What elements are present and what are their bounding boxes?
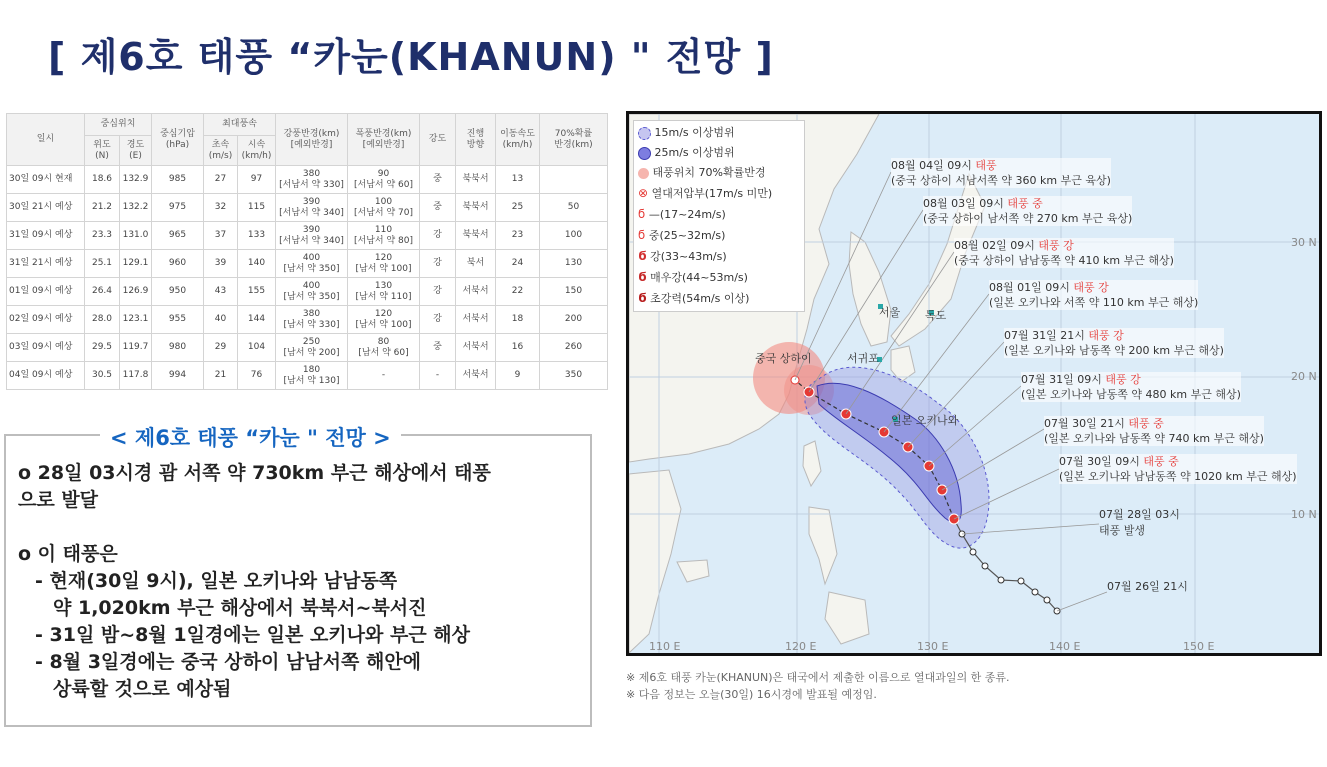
- footnote-2: ※ 다음 정보는 오늘(30일) 16시경에 발표될 예정임.: [626, 688, 877, 701]
- table-cell-ms: 32: [204, 194, 238, 222]
- th-time: 일시: [7, 114, 85, 166]
- table-cell-lat: 25.1: [85, 250, 120, 278]
- th-kmh: 시속 (km/h): [238, 136, 276, 166]
- table-cell-kmh: 97: [238, 166, 276, 194]
- legend-25ms: 25m/s 이상범위: [638, 143, 800, 163]
- th-storm: 폭풍반경(km) [예외반경]: [348, 114, 420, 166]
- table-cell-dir: 서북서: [456, 278, 496, 306]
- place-shanghai: 중국 상하이: [755, 352, 812, 365]
- philippines-south: [825, 592, 869, 644]
- table-cell-pres: 955: [152, 306, 204, 334]
- lat-20-label: 20 N: [1291, 370, 1317, 383]
- forecast-annotation: [954, 238, 1174, 268]
- hainan: [677, 560, 709, 582]
- table-cell-gale: 380 [서남서 약 330]: [276, 166, 348, 194]
- forecast-date: 07월 30일 21시: [1044, 417, 1125, 430]
- table-cell-gale: 180 [남서 약 130]: [276, 362, 348, 390]
- td-icon: ⊗: [638, 186, 649, 200]
- table-cell-spd: 13: [496, 166, 540, 194]
- table-cell-int: 중: [420, 194, 456, 222]
- legend-superstrong: ϭ 초강력(54m/s 이상): [638, 291, 750, 305]
- th-lat: 위도 (N): [85, 136, 120, 166]
- typhoon-medium-icon: ϭ: [638, 228, 646, 242]
- table-row: [7, 334, 608, 362]
- table-cell-storm: -: [348, 362, 420, 390]
- forecast-annotation: [1044, 416, 1264, 446]
- forecast-date: 08월 04일 09시: [891, 159, 972, 172]
- lat-10-label: 10 N: [1291, 508, 1317, 521]
- table-cell-kmh: 144: [238, 306, 276, 334]
- genesis-date: 07월 28일 03시: [1099, 508, 1180, 521]
- table-row: [7, 194, 608, 222]
- outlook-title: < 제6호 태풍 “카눈 " 전망 >: [100, 422, 401, 452]
- table-cell-kmh: 115: [238, 194, 276, 222]
- table-cell-spd: 24: [496, 250, 540, 278]
- lat-30-label: 30 N: [1291, 236, 1317, 249]
- table-cell-lon: 132.9: [120, 166, 152, 194]
- table-cell-lon: 131.0: [120, 222, 152, 250]
- table-cell-dir: 북서: [456, 250, 496, 278]
- th-speed: 이동속도 (km/h): [496, 114, 540, 166]
- outlook-b3a: - 8월 3일경에는 중국 상하이 남남서쪽 해안에: [35, 651, 422, 673]
- th-pressure: 중심기압 (hPa): [152, 114, 204, 166]
- table-cell-lat: 26.4: [85, 278, 120, 306]
- table-cell-time: 01일 09시 예상: [7, 278, 85, 306]
- forecast-date: 07월 31일 09시: [1021, 373, 1102, 386]
- forecast-desc: (중국 상하이 남남동쪽 약 410 km 부근 해상): [954, 254, 1174, 267]
- table-cell-gale: 380 [남서 약 330]: [276, 306, 348, 334]
- table-cell-time: 30일 21시 예상: [7, 194, 85, 222]
- forecast-grade: 태풍 강: [1038, 239, 1074, 252]
- typhoon-weak-icon: ϭ: [638, 207, 646, 221]
- table-cell-prob: 130: [540, 250, 608, 278]
- forecast-annotation: [891, 158, 1111, 188]
- table-cell-time: 04일 09시 예상: [7, 362, 85, 390]
- table-cell-time: 03일 09시 예상: [7, 334, 85, 362]
- table-cell-kmh: 133: [238, 222, 276, 250]
- forecast-desc: (일본 오키나와 남동쪽 약 480 km 부근 해상): [1021, 388, 1241, 401]
- table-cell-storm: 120 [남서 약 100]: [348, 250, 420, 278]
- table-cell-lon: 117.8: [120, 362, 152, 390]
- table-cell-spd: 22: [496, 278, 540, 306]
- table-cell-gale: 390 [서남서 약 340]: [276, 194, 348, 222]
- forecast-grade: 태풍 강: [1105, 373, 1141, 386]
- outlook-p1a: o 28일 03시경 괌 서쪽 약 730km 부근 해상에서 태풍: [18, 462, 491, 484]
- forecast-grade: 태풍 중: [1007, 197, 1043, 210]
- table-cell-int: 강: [420, 222, 456, 250]
- th-gale: 강풍반경(km) [예외반경]: [276, 114, 348, 166]
- forecast-date: 07월 30일 09시: [1059, 455, 1140, 468]
- table-cell-int: -: [420, 362, 456, 390]
- table-cell-lat: 28.0: [85, 306, 120, 334]
- forecast-desc: (중국 상하이 서남서쪽 약 360 km 부근 육상): [891, 174, 1111, 187]
- typhoon-track-map: [626, 111, 1322, 656]
- lon-120-label: 120 E: [785, 640, 817, 653]
- table-cell-int: 강: [420, 278, 456, 306]
- table-cell-storm: 130 [남서 약 110]: [348, 278, 420, 306]
- table-cell-lon: 129.1: [120, 250, 152, 278]
- lon-150-label: 150 E: [1183, 640, 1215, 653]
- th-lon: 경도 (E): [120, 136, 152, 166]
- table-cell-storm: 120 [남서 약 100]: [348, 306, 420, 334]
- th-ms: 초속 (m/s): [204, 136, 238, 166]
- forecast-table-wrapper: [6, 113, 607, 390]
- forecast-annotation: [1004, 328, 1224, 358]
- forecast-desc: (중국 상하이 남서쪽 약 270 km 부근 육상): [923, 212, 1133, 225]
- legend-15ms-icon: [638, 127, 651, 140]
- table-cell-ms: 40: [204, 306, 238, 334]
- table-cell-time: 02일 09시 예상: [7, 306, 85, 334]
- forecast-desc: (일본 오키나와 서쪽 약 110 km 부근 해상): [989, 296, 1199, 309]
- legend-weak: ϭ —(17~24m/s): [638, 207, 726, 221]
- table-cell-ms: 21: [204, 362, 238, 390]
- table-cell-ms: 29: [204, 334, 238, 362]
- table-row: [7, 278, 608, 306]
- lon-140-label: 140 E: [1049, 640, 1081, 653]
- table-cell-pres: 975: [152, 194, 204, 222]
- forecast-date: 07월 31일 21시: [1004, 329, 1085, 342]
- place-okinawa: 일본 오키나와: [891, 414, 959, 427]
- place-seoul: 서울: [879, 306, 901, 319]
- legend-td: ⊗ 열대저압부(17m/s 미만): [638, 186, 773, 200]
- th-center: 중심위치: [85, 114, 152, 136]
- table-cell-lat: 21.2: [85, 194, 120, 222]
- table-row: [7, 166, 608, 194]
- forecast-annotation: [1021, 372, 1241, 402]
- table-cell-pres: 985: [152, 166, 204, 194]
- table-cell-int: 강: [420, 250, 456, 278]
- table-cell-pres: 980: [152, 334, 204, 362]
- table-cell-storm: 110 [서남서 약 80]: [348, 222, 420, 250]
- table-cell-dir: 서북서: [456, 362, 496, 390]
- table-row: [7, 306, 608, 334]
- table-cell-dir: 서북서: [456, 334, 496, 362]
- th-maxwind: 최대풍속: [204, 114, 276, 136]
- table-cell-gale: 400 [남서 약 350]: [276, 250, 348, 278]
- table-cell-kmh: 76: [238, 362, 276, 390]
- table-cell-time: 31일 09시 예상: [7, 222, 85, 250]
- table-row: [7, 362, 608, 390]
- outlook-box: [4, 434, 592, 727]
- forecast-grade: 태풍 강: [1073, 281, 1109, 294]
- table-cell-lat: 23.3: [85, 222, 120, 250]
- table-cell-kmh: 104: [238, 334, 276, 362]
- forecast-table: [6, 113, 608, 390]
- table-cell-time: 30일 09시 현재: [7, 166, 85, 194]
- forecast-desc: (일본 오키나와 남동쪽 약 200 km 부근 해상): [1004, 344, 1224, 357]
- outlook-b2: - 31일 밤~8월 1일경에는 일본 오키나와 부근 해상: [35, 624, 471, 646]
- page-title: [ 제6호 태풍 “카눈(KHANUN) " 전망 ]: [48, 35, 774, 79]
- lon-130-label: 130 E: [917, 640, 949, 653]
- outlook-b3b: 상륙할 것으로 예상됨: [53, 678, 232, 700]
- forecast-grade: 태풍: [975, 159, 997, 172]
- table-cell-storm: 100 [서남서 약 70]: [348, 194, 420, 222]
- table-cell-dir: 북북서: [456, 222, 496, 250]
- table-row: [7, 222, 608, 250]
- table-cell-lon: 126.9: [120, 278, 152, 306]
- legend-15ms: 15m/s 이상범위: [638, 123, 800, 143]
- philippines-luzon: [809, 507, 837, 584]
- table-cell-lat: 18.6: [85, 166, 120, 194]
- place-seogwipo: 서귀포: [847, 352, 879, 365]
- table-cell-pres: 994: [152, 362, 204, 390]
- forecast-grade: 태풍 중: [1143, 455, 1179, 468]
- table-cell-ms: 39: [204, 250, 238, 278]
- table-cell-ms: 37: [204, 222, 238, 250]
- table-cell-prob: 100: [540, 222, 608, 250]
- typhoon-strong-icon: ϭ: [638, 249, 647, 263]
- outlook-b1b: 약 1,020km 부근 해상에서 북북서~북서진: [53, 597, 427, 619]
- genesis-label: 태풍 발생: [1099, 524, 1146, 537]
- table-cell-int: 중: [420, 334, 456, 362]
- forecast-date: 08월 02일 09시: [954, 239, 1035, 252]
- table-cell-prob: 200: [540, 306, 608, 334]
- table-cell-pres: 965: [152, 222, 204, 250]
- map-legend: [633, 120, 805, 312]
- footnote-1: ※ 제6호 태풍 카눈(KHANUN)은 태국에서 제출한 이름으로 열대과일의 한 종류.: [626, 671, 1010, 684]
- table-cell-spd: 23: [496, 222, 540, 250]
- table-cell-lon: 123.1: [120, 306, 152, 334]
- table-cell-lat: 30.5: [85, 362, 120, 390]
- outlook-p1b: 으로 발달: [18, 489, 99, 511]
- table-cell-spd: 16: [496, 334, 540, 362]
- taiwan: [803, 441, 821, 486]
- table-row: [7, 250, 608, 278]
- typhoon-verystrong-icon: ϭ: [638, 270, 647, 284]
- table-cell-lon: 132.2: [120, 194, 152, 222]
- table-cell-gale: 400 [남서 약 350]: [276, 278, 348, 306]
- legend-strong: ϭ 강(33~43m/s): [638, 249, 727, 263]
- outlook-p2: o 이 태풍은: [18, 543, 118, 565]
- start-date: 07월 26일 21시: [1107, 580, 1188, 593]
- past-positions: [959, 531, 1060, 614]
- outlook-b1a: - 현재(30일 9시), 일본 오키나와 남남동쪽: [35, 570, 398, 592]
- vietnam-coast: [629, 470, 681, 653]
- table-cell-ms: 27: [204, 166, 238, 194]
- lon-110-label: 110 E: [649, 640, 681, 653]
- forecast-annotation: [923, 196, 1132, 226]
- th-direction: 진행 방향: [456, 114, 496, 166]
- forecast-date: 08월 01일 09시: [989, 281, 1070, 294]
- table-cell-dir: 북북서: [456, 194, 496, 222]
- th-intensity: 강도: [420, 114, 456, 166]
- table-cell-int: 강: [420, 306, 456, 334]
- table-cell-dir: 서북서: [456, 306, 496, 334]
- table-cell-pres: 960: [152, 250, 204, 278]
- table-cell-spd: 18: [496, 306, 540, 334]
- forecast-annotation: [1059, 454, 1297, 484]
- forecast-annotation: [989, 280, 1198, 310]
- typhoon-superstrong-icon: ϭ: [638, 291, 647, 305]
- forecast-date: 08월 03일 09시: [923, 197, 1004, 210]
- table-cell-ms: 43: [204, 278, 238, 306]
- forecast-desc: (일본 오키나와 남동쪽 약 740 km 부근 해상): [1044, 432, 1264, 445]
- table-cell-prob: [540, 166, 608, 194]
- legend-prob: 태풍위치 70%확률반경: [638, 163, 800, 183]
- table-cell-time: 31일 21시 예상: [7, 250, 85, 278]
- table-cell-gale: 390 [서남서 약 340]: [276, 222, 348, 250]
- table-cell-prob: 350: [540, 362, 608, 390]
- table-cell-dir: 북북서: [456, 166, 496, 194]
- legend-medium: ϭ 중(25~32m/s): [638, 228, 726, 242]
- legend-prob-icon: [638, 168, 649, 179]
- forecast-grade: 태풍 강: [1088, 329, 1124, 342]
- table-cell-prob: 50: [540, 194, 608, 222]
- table-cell-lon: 119.7: [120, 334, 152, 362]
- table-cell-storm: 90 [서남서 약 60]: [348, 166, 420, 194]
- table-cell-kmh: 155: [238, 278, 276, 306]
- table-cell-storm: 80 [남서 약 60]: [348, 334, 420, 362]
- footnotes: [626, 669, 1010, 703]
- table-cell-spd: 9: [496, 362, 540, 390]
- table-cell-kmh: 140: [238, 250, 276, 278]
- forecast-grade: 태풍 중: [1128, 417, 1164, 430]
- legend-25ms-icon: [638, 147, 651, 160]
- legend-verystrong: ϭ 매우강(44~53m/s): [638, 270, 748, 284]
- table-cell-lat: 29.5: [85, 334, 120, 362]
- table-cell-prob: 260: [540, 334, 608, 362]
- table-cell-int: 중: [420, 166, 456, 194]
- place-dokdo: 독도: [925, 309, 947, 322]
- table-cell-pres: 950: [152, 278, 204, 306]
- th-prob: 70%확률 반경(km): [540, 114, 608, 166]
- table-cell-gale: 250 [남서 약 200]: [276, 334, 348, 362]
- table-cell-prob: 150: [540, 278, 608, 306]
- table-cell-spd: 25: [496, 194, 540, 222]
- forecast-desc: (일본 오키나와 남남동쪽 약 1020 km 부근 해상): [1059, 470, 1297, 483]
